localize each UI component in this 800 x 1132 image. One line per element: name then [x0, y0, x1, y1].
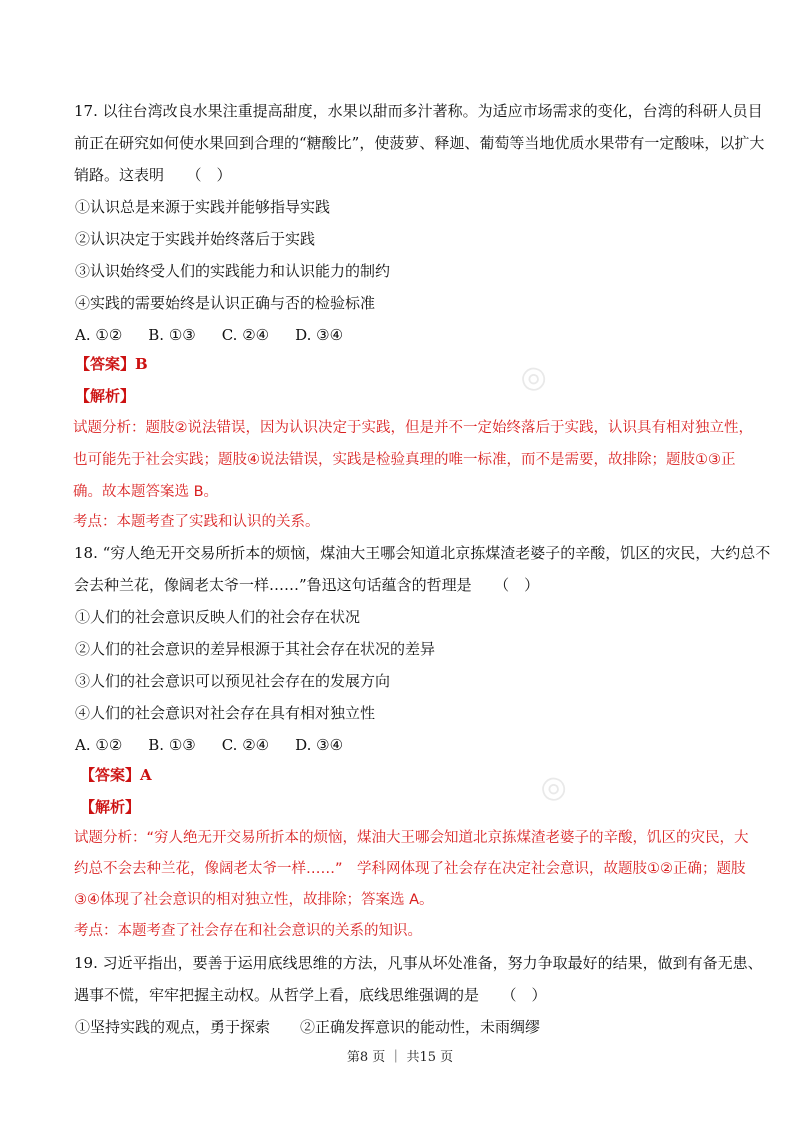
question-text: 17. 以往台湾改良水果注重提高甜度，水果以甜而多汁著称。为适应市场需求的变化，台湾的科研人员目 [74, 102, 763, 120]
option-statement: ④实践的需要始终是认识正确与否的检验标准 [75, 294, 376, 312]
question-text: 销路。这表明 （ ） [74, 166, 232, 184]
answer-label: 【答案】 [80, 766, 141, 784]
option-statement: ②人们的社会意识的差异根源于其社会存在状况的差异 [75, 640, 436, 658]
question-text: 前正在研究如何使水果回到合理的“糖酸比”，使菠萝、释迦、葡萄等当地优质水果带有一定酸味，以扩大 [74, 134, 765, 152]
option-statement: ④人们的社会意识对社会存在具有相对独立性 [75, 704, 376, 722]
option-statement: ①坚持实践的观点，勇于探索 ②正确发挥意识的能动性，未雨绸缪 [75, 1018, 541, 1036]
analysis-text: 试题分析：题肢②说法错误，因为认识决定于实践，但是并不一定始终落后于实践，认识具有相对独立性， [73, 420, 753, 436]
question-text: 会去种兰花，像阔老太爷一样……”鲁迅这句话蕴含的哲理是 （ ） [74, 576, 540, 594]
option-statement: ①认识总是来源于实践并能够指导实践 [75, 198, 331, 216]
choice-b: B. ①③ [148, 736, 196, 754]
choice-b: B. ①③ [148, 326, 196, 344]
option-statement: ②认识决定于实践并始终落后于实践 [75, 230, 316, 248]
choice-a: A. ①② [75, 736, 123, 754]
kaodian-text: 考点：本题考查了社会存在和社会意识的关系的知识。 [74, 923, 422, 939]
choice-d: D. ③④ [295, 326, 344, 344]
page-footer: 第8 页 ｜ 共15 页 [346, 1050, 454, 1065]
analysis-text: 也可能先于社会实践；题肢④说法错误，实践是检验真理的唯一标准，而不是需要，故排除；题肢①③正 [73, 452, 736, 468]
analysis-label: 【解析】 [80, 798, 141, 816]
question-text: 19. 习近平指出，要善于运用底线思维的方法，凡事从坏处准备，努力争取最好的结果，做到有备无患、 [74, 954, 763, 972]
answer-value: B [135, 355, 148, 373]
question-text: 遇事不慌，牢牢把握主动权。从哲学上看，底线思维强调的是 （ ） [74, 986, 547, 1004]
question-text: 18. “穷人绝无开交易所折本的烦恼，煤油大王哪会知道北京拣煤渣老婆子的辛酸，饥区的灾民，大约总不 [74, 544, 771, 562]
analysis-text: 试题分析：“穷人绝无开交易所折本的烦恼，煤油大王哪会知道北京拣煤渣老婆子的辛酸，饥区的灾民，大 [74, 830, 749, 846]
answer-choices [75, 325, 369, 345]
analysis-text: 确。故本题答案选 B。 [73, 484, 219, 500]
answer-line [80, 765, 152, 785]
watermark: ◎ [535, 766, 571, 809]
answer-label: 【答案】 [75, 355, 136, 373]
choice-c: C. ②④ [221, 326, 270, 344]
choice-a: A. ①② [75, 326, 123, 344]
answer-value: A [140, 766, 152, 784]
analysis-label: 【解析】 [75, 387, 136, 405]
choice-d: D. ③④ [295, 736, 344, 754]
analysis-text: 约总不会去种兰花，像阔老太爷一样……” 学科网体现了社会存在决定社会意识，故题肢①②正确；题肢 [74, 861, 746, 877]
watermark: ◎ [515, 356, 551, 399]
option-statement: ①人们的社会意识反映人们的社会存在状况 [75, 608, 361, 626]
kaodian-text: 考点：本题考查了实践和认识的关系。 [73, 514, 320, 530]
option-statement: ③人们的社会意识可以预见社会存在的发展方向 [75, 672, 391, 690]
option-statement: ③认识始终受人们的实践能力和认识能力的制约 [75, 262, 391, 280]
answer-choices [75, 735, 369, 755]
choice-c: C. ②④ [221, 736, 270, 754]
analysis-text: ③④体现了社会意识的相对独立性，故排除；答案选 A。 [74, 892, 434, 908]
answer-line [75, 354, 148, 374]
